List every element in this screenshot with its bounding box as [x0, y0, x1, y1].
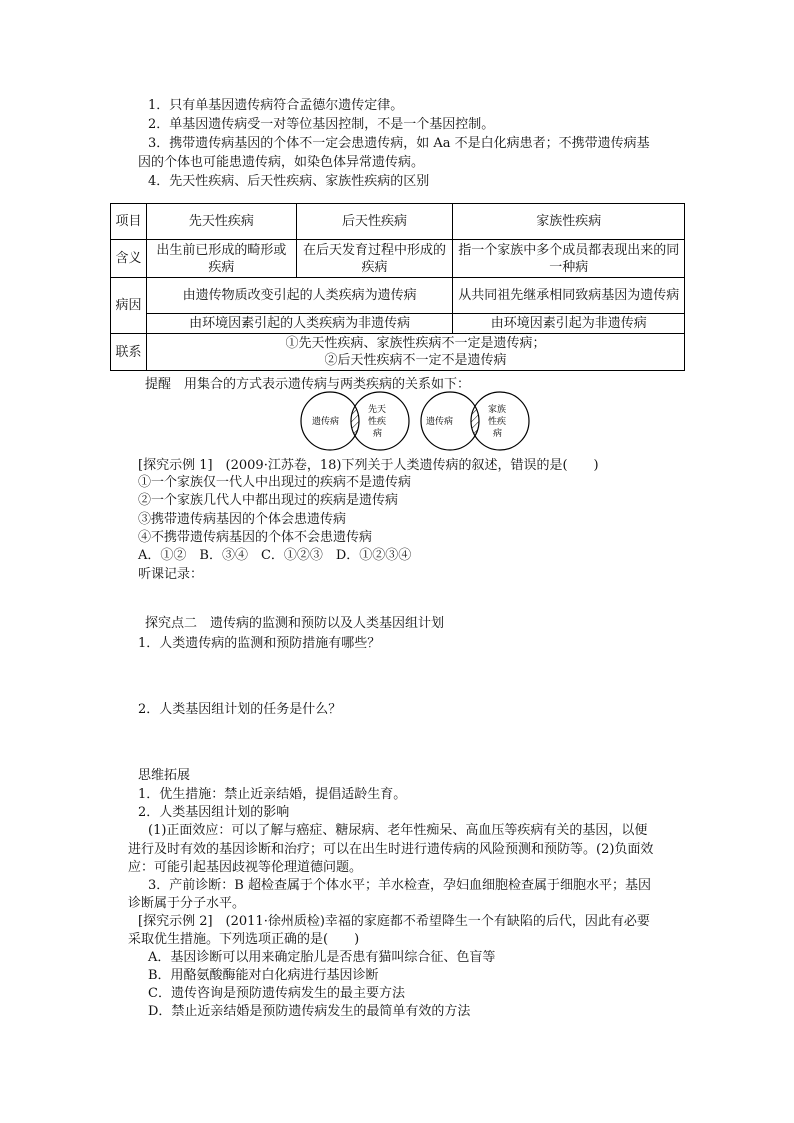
expand-point-3-line-2: 诊断属于分子水平。	[128, 896, 246, 911]
venn-label: 先天	[368, 405, 387, 415]
table-cell: 从共同祖先继承相同致病基因为遗传病	[453, 278, 685, 314]
venn-familial	[418, 390, 534, 452]
expand-point-2-line-1: (1)正面效应：可以了解与癌症、糖尿病、老年性痴呆、高血压等疾病有关的基因，以便	[148, 823, 648, 838]
table-cell-link	[146, 334, 684, 371]
table-row-cause-environment	[111, 314, 685, 334]
example-1-item: ②一个家族几代人中都出现过的疾病是遗传病	[138, 493, 399, 508]
venn-label: 遗传病	[426, 417, 454, 427]
example-2-option: C．遗传咨询是预防遗传病发生的最主要方法	[148, 986, 405, 1001]
table-cell: 由环境因素引起的人类疾病为非遗传病	[146, 314, 452, 334]
venn-label: 家族	[488, 405, 507, 415]
example-2-stem-line-1: [探究示例 2] (2011·徐州质检)幸福的家庭都不希望降生一个有缺陷的后代，因此有必要	[138, 914, 650, 929]
table-row-cause-genetic	[111, 278, 685, 314]
intro-point-2: 2．单基因遗传病受一对等位基因控制，不是一个基因控制。	[148, 117, 495, 132]
example-2-option: A．基因诊断可以用来确定胎儿是否患有猫叫综合征、色盲等	[148, 950, 496, 965]
expand-point-2-line-3: 应：可能引起基因歧视等伦理道德问题。	[128, 860, 363, 875]
row-label: 联系	[111, 334, 147, 371]
expand-point-3-line-1: 3．产前诊断：B 超检查属于个体水平；羊水检查，孕妇血细胞检查属于细胞水平；基因	[148, 878, 651, 893]
link-line-1: ①先天性疾病、家族性疾病不一定是遗传病；	[285, 336, 546, 351]
example-1-notes: 听课记录：	[138, 567, 204, 582]
intro-point-4: 4．先天性疾病、后天性疾病、家族性疾病的区别	[148, 174, 430, 189]
intro-point-3-line-1: 3．携带遗传病基因的个体不一定会患遗传病，如 Aa 不是白化病患者；不携带遗传病基	[148, 136, 650, 151]
header-cell: 项目	[111, 204, 147, 240]
expand-point-2-line-2: 进行及时有效的基因诊断和治疗；可以在出生时进行遗传病的风险预测和预防等。(2)负面效	[128, 842, 654, 857]
venn-congenital	[298, 390, 414, 452]
expand-point-1: 1．优生措施：禁止近亲结婚，提倡适龄生育。	[138, 787, 407, 802]
section-2-question-2: 2．人类基因组计划的任务是什么？	[138, 702, 342, 717]
example-2-option: B．用酪氨酸酶能对白化病进行基因诊断	[148, 968, 379, 983]
table-row-meaning	[111, 240, 685, 278]
example-2-option: D．禁止近亲结婚是预防遗传病发生的最简单有效的方法	[148, 1004, 471, 1019]
disease-comparison-table	[110, 203, 685, 371]
row-label: 含义	[111, 240, 147, 278]
venn-label: 遗传病	[312, 417, 340, 427]
table-cell: 由环境因素引起为非遗传病	[453, 314, 685, 334]
header-cell: 后天性疾病	[296, 204, 453, 240]
example-1-item: ④不携带遗传病基因的个体不会患遗传病	[138, 530, 373, 545]
example-1-options: A．①② B．③④ C．①②③ D．①②③④	[138, 548, 412, 563]
section-2-title: 探究点二 遗传病的监测和预防以及人类基因组计划	[145, 616, 445, 631]
venn-label: 病	[373, 429, 383, 439]
row-label: 病因	[111, 278, 147, 334]
table-cell: 出生前已形成的畸形或疾病	[146, 240, 296, 278]
venn-label: 性疾	[368, 417, 387, 427]
expand-title: 思维拓展	[138, 768, 191, 783]
intro-point-3-line-2: 因的个体也可能患遗传病，如染色体异常遗传病。	[138, 155, 425, 170]
tip-text: 提醒 用集合的方式表示遗传病与两类疾病的关系如下：	[145, 377, 471, 392]
expand-point-2: 2．人类基因组计划的影响	[138, 805, 290, 820]
header-cell: 先天性疾病	[146, 204, 296, 240]
table-cell: 指一个家族中多个成员都表现出来的同一种病	[453, 240, 685, 278]
venn-label: 性疾	[488, 417, 507, 427]
table-cell: 由遗传物质改变引起的人类疾病为遗传病	[146, 278, 452, 314]
intro-point-1: 1．只有单基因遗传病符合孟德尔遗传定律。	[148, 98, 404, 113]
header-cell: 家族性疾病	[453, 204, 685, 240]
table-row-link	[111, 334, 685, 371]
table-cell: 在后天发育过程中形成的疾病	[296, 240, 453, 278]
section-2-question-1: 1．人类遗传病的监测和预防措施有哪些？	[138, 636, 381, 651]
example-1-item: ③携带遗传病基因的个体会患遗传病	[138, 512, 347, 527]
link-line-2: ②后天性疾病不一定不是遗传病	[324, 353, 507, 368]
example-1-item: ①一个家族仅一代人中出现过的疾病不是遗传病	[138, 475, 412, 490]
table-header-row	[111, 204, 685, 240]
example-1-stem: [探究示例 1] (2009·江苏卷，18)下列关于人类遗传病的叙述，错误的是( )	[138, 458, 599, 473]
venn-label: 病	[493, 429, 503, 439]
example-2-stem-line-2: 采取优生措施。下列选项正确的是( )	[128, 932, 360, 947]
